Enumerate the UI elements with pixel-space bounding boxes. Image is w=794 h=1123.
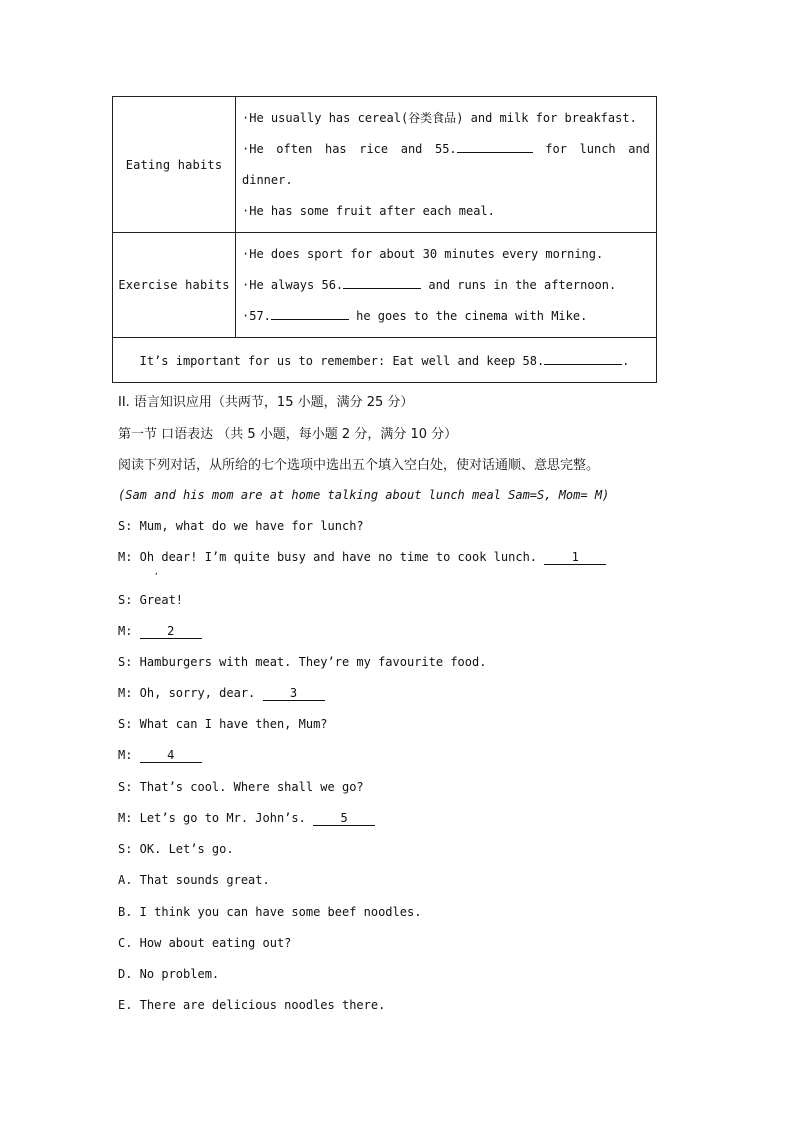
dialogue-line-2 [118,550,678,565]
blank-58[interactable] [544,353,622,365]
summary-suffix: . [622,353,630,368]
exercise-line-2 [236,270,656,301]
habits-table [112,96,657,383]
blank-2[interactable]: 2 [140,625,202,639]
instruction-text: 阅读下列对话，从所给的七个选项中选出五个填入空白处，使对话通顺、意思完整。 [118,458,600,473]
dialogue-line-11: S: OK. Let’s go. [118,842,234,856]
blank-57[interactable] [271,308,349,320]
blank-line [457,141,533,153]
exercise-content [236,233,657,338]
word: lunch [579,141,616,156]
dialogue-text: M: [118,748,140,762]
blank-3[interactable]: 3 [263,687,325,701]
option-e[interactable]: E. There are delicious noodles there. [118,998,386,1012]
dialogue-line-10 [118,811,678,826]
eating-row [113,97,657,233]
dialogue-line-8 [118,748,678,763]
blank-56[interactable] [343,277,421,289]
eating-line-1-zh: 谷类食品 [408,110,457,125]
exercise-line-3 [236,301,656,332]
word: often [276,141,313,156]
exercise-line-3-prefix: ·57. [242,308,271,323]
eating-line-3: dinner. [242,172,293,187]
eating-line-1-suffix: ) and milk for breakfast. [456,110,637,125]
eating-content [236,97,657,233]
dialogue-line-4 [118,624,678,639]
dialogue-line-5: S: Hamburgers with meat. They’re my favourite food. [118,655,487,669]
exercise-line-2-prefix: ·He always 56. [242,277,344,292]
blank-4[interactable]: 4 [140,749,202,763]
blank-1[interactable]: 1 [544,551,606,565]
option-b[interactable]: B. I think you can have some beef noodles. [118,905,422,919]
blank-55[interactable] [435,134,533,165]
dialogue-line-1: S: Mum, what do we have for lunch? [118,519,364,533]
blank-5[interactable]: 5 [313,812,375,826]
summary-prefix: It’s important for us to remember: Eat well and keep 58. [139,353,545,368]
exercise-line-2-suffix: and runs in the afternoon. [421,277,617,292]
section-ii-heading: II. 语言知识应用（共两节，15 小题，满分 25 分） [118,395,414,410]
eating-label: Eating habits [113,97,236,233]
eating-line-1-prefix: ·He usually has cereal( [242,110,409,125]
summary-row [113,338,657,383]
word: ·He [242,141,264,156]
word: and [628,141,650,156]
exercise-row [113,233,657,338]
word: for [545,141,567,156]
dialogue-line-7: S: What can I have then, Mum? [118,717,328,731]
word: and [400,141,423,156]
dialogue-line-9: S: That’s cool. Where shall we go? [118,780,364,794]
summary-cell [113,338,657,383]
scene-text: (Sam and his mom are at home talking about lunch meal Sam=S, Mom= M) [118,488,610,502]
option-d[interactable]: D. No problem. [118,967,220,981]
eating-line-4: ·He has some fruit after each meal. [242,203,495,218]
word: 55. [434,141,457,156]
option-c[interactable]: C. How about eating out? [118,936,292,950]
dialogue-text: M: [118,624,140,638]
dialogue-line-3: S: Great! [118,593,184,607]
word: has [324,141,347,156]
dialogue-line-6 [118,686,678,701]
dialogue-text: M: Let’s go to Mr. John’s. [118,811,314,825]
exercise-label: Exercise habits [113,233,236,338]
option-a[interactable]: A. That sounds great. [118,873,270,887]
section-1-heading: 第一节 口语表达 （共 5 小题，每小题 2 分，满分 10 分） [118,427,458,442]
eating-line-2 [236,134,656,165]
eating-line-1 [236,103,656,134]
stray-mark: , [154,567,159,576]
dialogue-text: M: Oh, sorry, dear. [118,686,263,700]
exercise-line-3-suffix: he goes to the cinema with Mike. [348,308,588,323]
word: rice [359,141,389,156]
exercise-line-1: ·He does sport for about 30 minutes every morning. [242,246,604,261]
dialogue-text: M: Oh dear! I’m quite busy and have no time to cook lunch. [118,550,545,564]
